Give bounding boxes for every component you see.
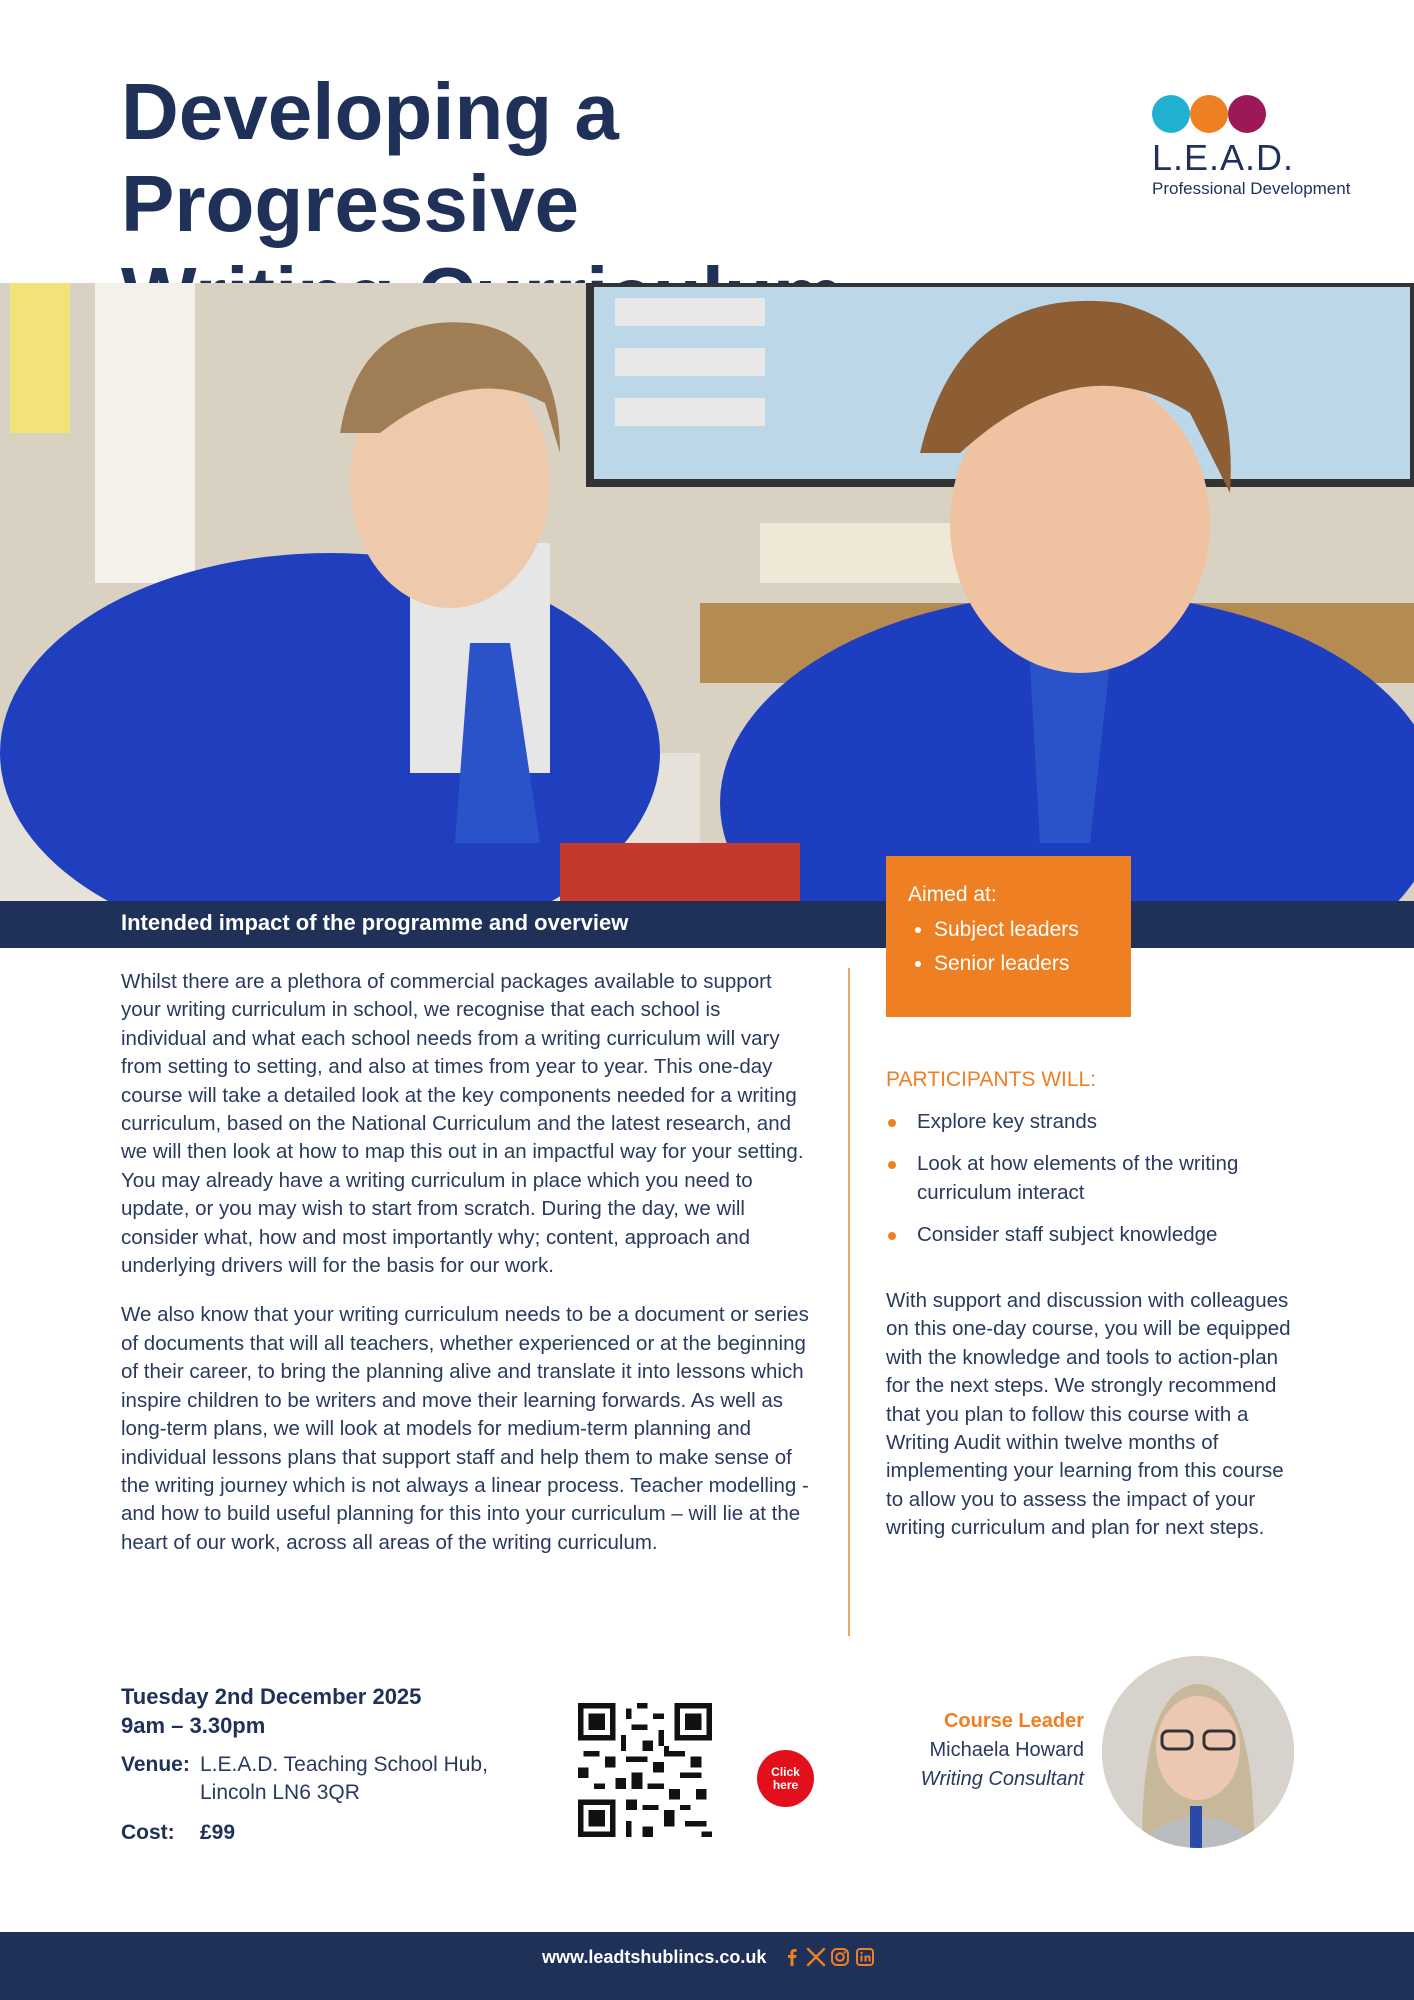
- bullet-icon: [888, 1161, 896, 1169]
- venue-line-1: L.E.A.D. Teaching School Hub,: [200, 1753, 488, 1776]
- aimed-at-item: • Subject leaders: [934, 913, 1109, 947]
- course-leader-portrait: [1102, 1656, 1294, 1848]
- click-here-line-2: here: [772, 1777, 799, 1792]
- event-date-time: [121, 1682, 421, 1740]
- participants-item: [886, 1221, 1316, 1249]
- overview-text: [121, 968, 811, 1578]
- linkedin-icon[interactable]: [855, 1947, 875, 1967]
- participants-item-text: Look at how elements of the writing curriculum interact: [917, 1152, 1239, 1204]
- aimed-at-box: [886, 856, 1131, 1017]
- x-icon[interactable]: [806, 1947, 826, 1967]
- venue-row: [121, 1751, 541, 1807]
- participants-list: [886, 1108, 1316, 1264]
- lead-logo: [1152, 95, 1382, 199]
- course-leader-label: Course Leader: [943, 1710, 1084, 1732]
- participants-item: [886, 1150, 1316, 1207]
- portrait-illustration: [1102, 1656, 1294, 1848]
- column-divider: [848, 968, 850, 1636]
- aimed-at-heading: Aimed at:: [908, 883, 997, 906]
- aimed-at-list: [908, 913, 1109, 981]
- overview-paragraph: We also know that your writing curriculum needs to be a document or series of documents that will all teachers, whether experienced or at the beginning of their career, to bring the planning alive and translate it into lessons which inspire children to be writers and move their learning forwards. As well as long-term plans, we will look at models for medium-term planning and individual lessons plans that support staff and help them to make sense of the writing journey which is not always a linear process. Teacher modelling - and how to build useful planning for this into your curriculum – will lie at the heart of our work, across all areas of the writing curriculum.: [121, 1303, 809, 1554]
- course-leader: [921, 1707, 1084, 1794]
- overview-paragraph: Whilst there are a plethora of commercial packages available to support your writing curriculum in school, we recognise that each school is individual and what each school needs from a writing curriculum will vary from setting to setting, and also at times from year to year. This one-day course will take a detailed look at the key components needed for a writing curriculum, based on the National Curriculum and the latest research, and we will then look at how to map this out in an impactful way for your setting. You may already have a writing curriculum in place which you need to update, or you may wish to start from scratch. During the day, we will consider what, how and most importantly why; content, approach and underlying drivers will for the basis for our work.: [121, 970, 804, 1278]
- support-text: With support and discussion with colleagues on this one-day course, you will be equipped with the knowledge and tools to action-plan for the next steps. We strongly recommend that you plan to follow this course with a Writing Audit within twelve months of implementing your learning from this course to allow you to assess the impact of your writing curriculum and plan for next steps.: [886, 1289, 1291, 1540]
- venue-value: [200, 1751, 488, 1807]
- logo-dots: [1152, 95, 1382, 133]
- cost-label: Cost:: [121, 1821, 175, 1844]
- course-leader-name: Michaela Howard: [929, 1739, 1084, 1761]
- event-date: Tuesday 2nd December 2025: [121, 1684, 422, 1709]
- bullet-icon: [888, 1232, 896, 1240]
- logo-dot-orange: [1190, 95, 1228, 133]
- cost-value: £99: [200, 1821, 236, 1844]
- title-line-1: Developing a Progressive: [121, 67, 619, 248]
- participants-item: [886, 1108, 1316, 1136]
- venue-label: Venue:: [121, 1753, 190, 1776]
- participants-heading: PARTICIPANTS WILL:: [886, 1068, 1097, 1091]
- participants-item-text: Consider staff subject knowledge: [917, 1223, 1218, 1247]
- event-time: 9am – 3.30pm: [121, 1713, 266, 1738]
- logo-dot-magenta: [1228, 95, 1266, 133]
- qr-code-icon[interactable]: [578, 1703, 712, 1837]
- logo-dot-cyan: [1152, 95, 1190, 133]
- participants-item-text: Explore key strands: [917, 1110, 1098, 1133]
- logo-subtitle: Professional Development: [1152, 179, 1351, 198]
- facebook-icon[interactable]: [782, 1947, 802, 1967]
- venue-line-2: Lincoln LN6 3QR: [200, 1781, 360, 1804]
- aimed-at-item: • Senior leaders: [934, 947, 1109, 981]
- impact-heading: Intended impact of the programme and overview: [121, 910, 629, 935]
- cost-row: [121, 1819, 541, 1847]
- classroom-photo: [0, 283, 1414, 901]
- website-link[interactable]: www.leadtshublincs.co.uk: [542, 1947, 767, 1967]
- click-here-button[interactable]: [757, 1750, 814, 1807]
- course-leader-role: Writing Consultant: [920, 1768, 1084, 1790]
- logo-name: L.E.A.D.: [1152, 137, 1295, 178]
- click-here-line-1: Click: [771, 1764, 800, 1779]
- bullet-icon: [888, 1119, 896, 1127]
- instagram-icon[interactable]: [830, 1947, 850, 1967]
- classroom-illustration: [0, 283, 1414, 901]
